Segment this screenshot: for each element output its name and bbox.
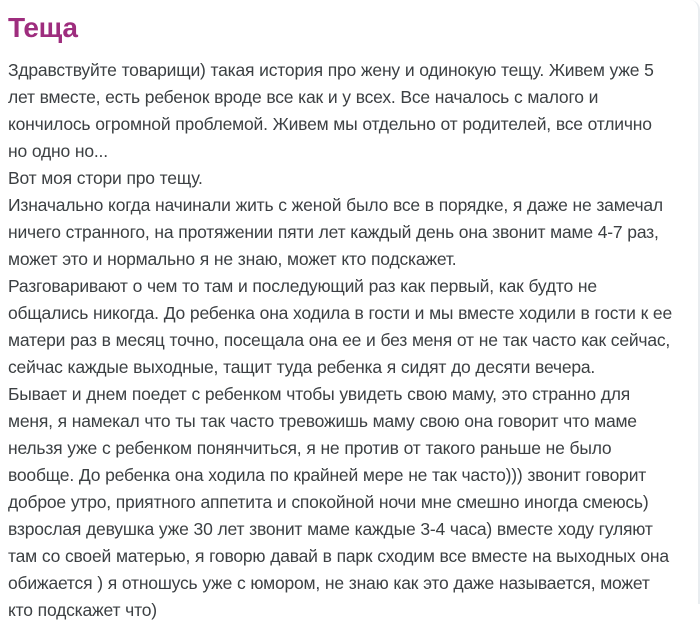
post-paragraph: Бывает и днем поедет с ребенком чтобы увидеть свою маму, это странно для меня, я намекал что ты так часто тревожишь маму свою она говорит что маме нельзя уже с ребенком понянчиться, я не против от такого раньше не было вообще. До ребенка она ходила по крайней мере не так часто))) звонит говорит доброе утро, приятного аппетита и спокойной ночи мне смешно иногда смеюсь) взрослая девушка уже 30 лет звонит маме каждые 3-4 часа) вместе ходу гуляют там со своей матерью, я говорю давай в парк сходим все вместе на выходных она обижается ) я отношусь уже с юмором, не знаю как это даже называется, может кто подскажет что) [8,384,669,620]
post-paragraph: Разговаривают о чем то там и последующий раз как первый, как будто не общались никогда. До ребенка она ходила в гости и мы вместе ходили в гости к ее матери раз в месяц точно, посещала она ее и без меня от не так часто как сейчас, сейчас каждые выходные, тащит туда ребенка я сидят до десяти вечера. [8,276,672,377]
post-paragraph: Вот моя стори про тещу. [8,168,203,188]
post-paragraph: Изначально когда начинали жить с женой было все в порядке, я даже не замечал ничего странного, на протяжении пяти лет каждый день она звонит маме 4-7 раз, может это и нормально я не знаю, может кто подскажет. [8,195,663,269]
post-paragraph: Здравствуйте товарищи) такая история про жену и одинокую тещу. Живем уже 5 лет вместе, есть ребенок вроде все как и у всех. Все началось с малого и кончилось огромной проблемой. Живем мы отдельно от родителей, все отлично но одно но... [8,60,654,161]
post-body [8,57,674,624]
post-title: Теща [8,12,78,43]
